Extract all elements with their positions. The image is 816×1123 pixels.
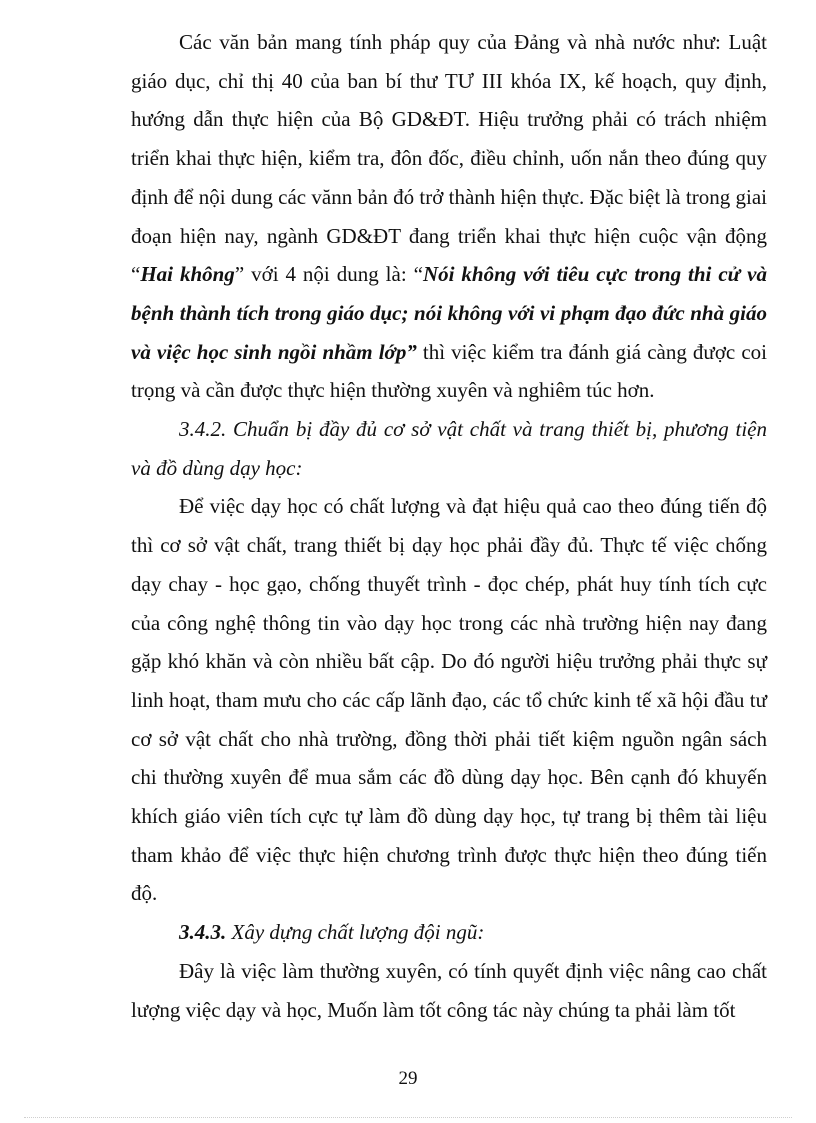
paragraph xyxy=(131,23,767,410)
emphasis-text: Nói không với tiêu cực trong thi cử và bệnh thành tích trong giáo dục; nói không với vi phạm đạo đức nhà giáo và việc học sinh ngồi nhầm lớp” xyxy=(131,262,767,364)
page-number: 29 xyxy=(398,1068,418,1089)
paragraph: Để việc dạy học có chất lượng và đạt hiệu quả cao theo đúng tiến độ thì cơ sở vật chất, trang thiết bị dạy học phải đầy đủ. Thực tế việc chống dạy chay - học gạo, chống thuyết trình - đọc chép, phát huy tính tích cực của công nghệ thông tin vào dạy học trong các nhà trường hiện nay đang gặp khó khăn và còn nhiều bất cập. Do đó người hiệu trưởng phải thực sự linh hoạt, tham mưu cho các cấp lãnh đạo, các tổ chức kinh tế xã hội đầu tư cơ sở vật chất cho nhà trường, đồng thời phải tiết kiệm nguồn ngân sách chi thường xuyên để mua sắm các đồ dùng dạy học. Bên cạnh đó khuyến khích giáo viên tích cực tự làm đồ dùng dạy học, tự trang bị thêm tài liệu tham khảo để việc thực hiện chương trình được thực hiện theo đúng tiến độ. xyxy=(131,494,767,906)
footer-divider xyxy=(24,1117,792,1118)
paragraph-text: ” với 4 nội dung là: “ xyxy=(234,262,423,287)
section-heading: 3.4.2. Chuẩn bị đầy đủ cơ sở vật chất và trang thiết bị, phương tiện và đồ dùng dạy học: xyxy=(131,417,767,480)
paragraph-text: thì việc kiểm tra đánh giá càng được coi trọng và cần được thực hiện thường xuyên và nghiêm túc hơn. xyxy=(131,339,767,403)
paragraph: Đây là việc làm thường xuyên, có tính quyết định việc nâng cao chất lượng việc dạy và học, Muốn làm tốt công tác này chúng ta phải làm tốt xyxy=(131,958,767,1022)
section-number: 3.4.3. xyxy=(179,920,227,945)
page-body xyxy=(131,23,767,1029)
section-heading xyxy=(131,913,767,952)
paragraph-text: Các văn bản mang tính pháp quy của Đảng và nhà nước như: Luật giáo dục, chỉ thị 40 của ban bí thư TƯ III khóa IX, kế hoạch, quy định, hướng dẫn thực hiện của Bộ GD&ĐT. Hiệu trưởng phải có trách nhiệm triển khai thực hiện, kiểm tra, đôn đốc, điều chỉnh, uốn nắn theo đúng quy định để nội dung các vănn bản đó trở thành hiện thực. Đặc biệt là trong giai đoạn hiện nay, ngành GD&ĐT đang triển khai thực hiện cuộc vận động “ xyxy=(131,30,767,287)
emphasis-text: Hai không xyxy=(140,262,235,287)
section-title: Xây dựng chất lượng đội ngũ: xyxy=(226,920,485,945)
